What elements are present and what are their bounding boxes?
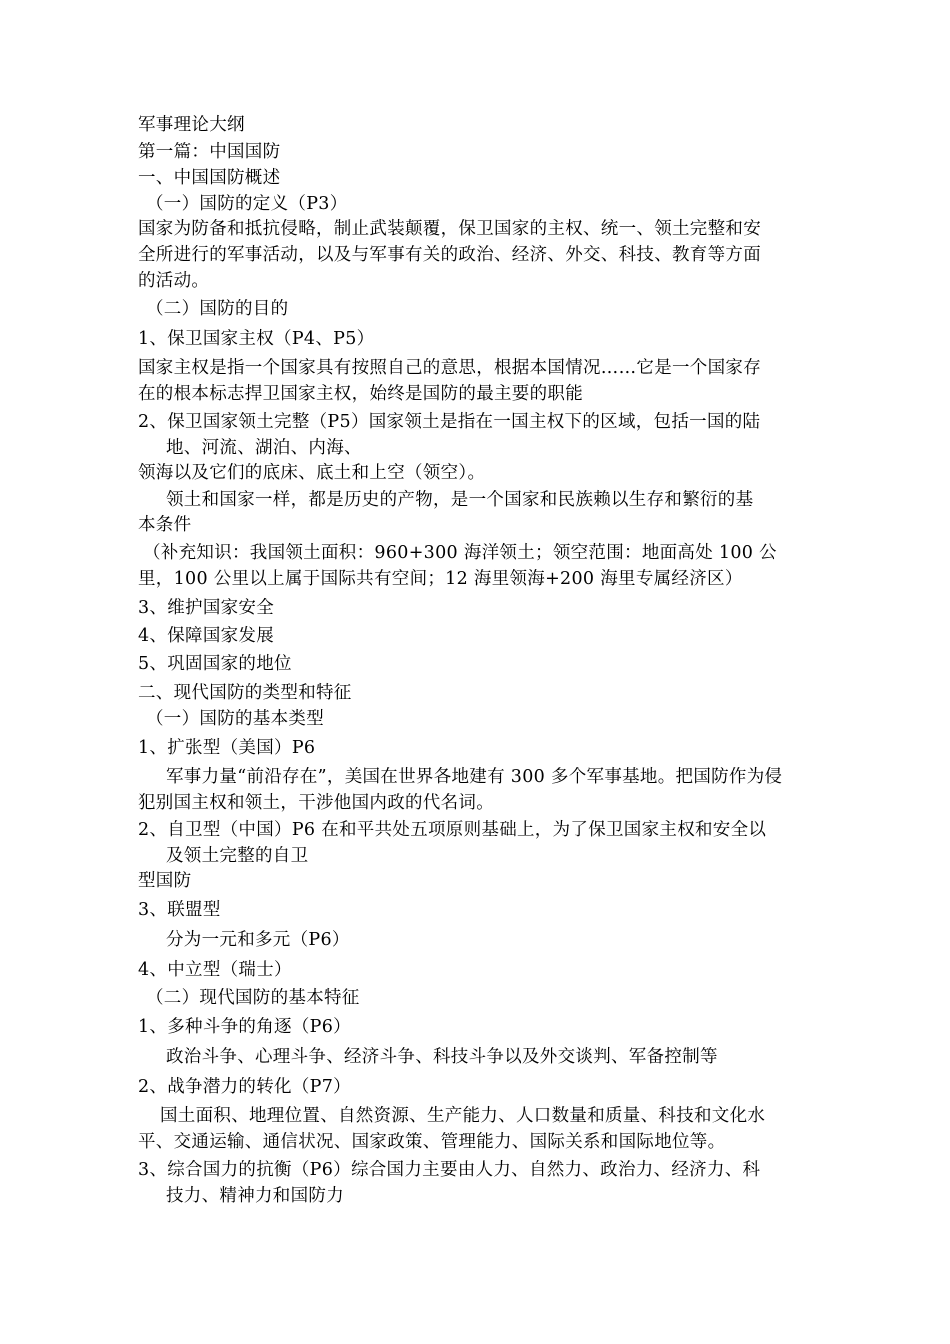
- subsection-heading: （一）国防的定义（P3）: [146, 194, 348, 214]
- list-item-heading: 1、扩张型（美国）P6: [138, 738, 316, 758]
- section-heading: 二、现代国防的类型和特征: [138, 683, 352, 703]
- list-item-heading: 3、联盟型: [138, 900, 221, 920]
- paragraph-line: 型国防: [138, 871, 192, 891]
- paragraph-line: 全所进行的军事活动，以及与军事有关的政治、经济、外交、科技、教育等方面: [138, 245, 761, 265]
- list-item-heading: 3、维护国家安全: [138, 598, 275, 618]
- subsection-heading: （二）现代国防的基本特征: [146, 988, 360, 1008]
- paragraph-line: 本条件: [138, 515, 192, 535]
- list-item-heading: 2、战争潜力的转化（P7）: [138, 1077, 351, 1097]
- paragraph-line: 在的根本标志捍卫国家主权，始终是国防的最主要的职能: [138, 384, 583, 404]
- list-item-heading: 4、保障国家发展: [138, 626, 275, 646]
- supplement-note: （补充知识：我国领土面积：960+300 海洋领土；领空范围：地面高处 100 公: [143, 543, 777, 563]
- list-item-heading: 2、自卫型（中国）P6 在和平共处五项原则基础上，为了保卫国家主权和安全以: [138, 820, 767, 840]
- paragraph-line: 政治斗争、心理斗争、经济斗争、科技斗争以及外交谈判、军备控制等: [166, 1047, 718, 1067]
- paragraph-line: 国家主权是指一个国家具有按照自己的意思，根据本国情况……它是一个国家存: [138, 358, 761, 378]
- supplement-note: 里，100 公里以上属于国际共有空间；12 海里领海+200 海里专属经济区）: [138, 569, 743, 589]
- paragraph-line: 领土和国家一样，都是历史的产物，是一个国家和民族赖以生存和繁衍的基: [166, 490, 754, 510]
- paragraph-line: 技力、精神力和国防力: [166, 1186, 344, 1206]
- paragraph-line: 的活动。: [138, 271, 210, 291]
- list-item-heading: 1、多种斗争的角逐（P6）: [138, 1017, 351, 1037]
- paragraph-line: 国土面积、地理位置、自然资源、生产能力、人口数量和质量、科技和文化水: [160, 1106, 766, 1126]
- list-item-heading: 5、巩固国家的地位: [138, 654, 292, 674]
- part-heading: 第一篇：中国国防: [138, 142, 281, 162]
- section-heading: 一、中国国防概述: [138, 168, 281, 188]
- list-item-heading: 1、保卫国家主权（P4、P5）: [138, 329, 375, 349]
- paragraph-line: 分为一元和多元（P6）: [166, 930, 350, 950]
- paragraph-line: 领海以及它们的底床、底土和上空（领空）。: [138, 463, 486, 483]
- paragraph-line: 平、交通运输、通信状况、国家政策、管理能力、国际关系和国际地位等。: [138, 1132, 726, 1152]
- subsection-heading: （二）国防的目的: [146, 299, 289, 319]
- paragraph-line: 及领土完整的自卫: [166, 846, 309, 866]
- list-item-heading: 3、综合国力的抗衡（P6）综合国力主要由人力、自然力、政治力、经济力、科: [138, 1160, 761, 1180]
- subsection-heading: （一）国防的基本类型: [146, 709, 324, 729]
- paragraph-line: 国家为防备和抵抗侵略，制止武装颠覆，保卫国家的主权、统一、领土完整和安: [138, 219, 761, 239]
- list-item-heading: 2、保卫国家领土完整（P5）国家领土是指在一国主权下的区域，包括一国的陆: [138, 412, 761, 432]
- list-item-heading: 4、中立型（瑞士）: [138, 960, 292, 980]
- paragraph-line: 犯别国主权和领土，干涉他国内政的代名词。: [138, 793, 494, 813]
- paragraph-line: 军事力量“前沿存在”，美国在世界各地建有 300 多个军事基地。把国防作为侵: [166, 767, 783, 787]
- document-title: 军事理论大纲: [138, 115, 245, 135]
- paragraph-line: 地、河流、湖泊、内海、: [166, 438, 362, 458]
